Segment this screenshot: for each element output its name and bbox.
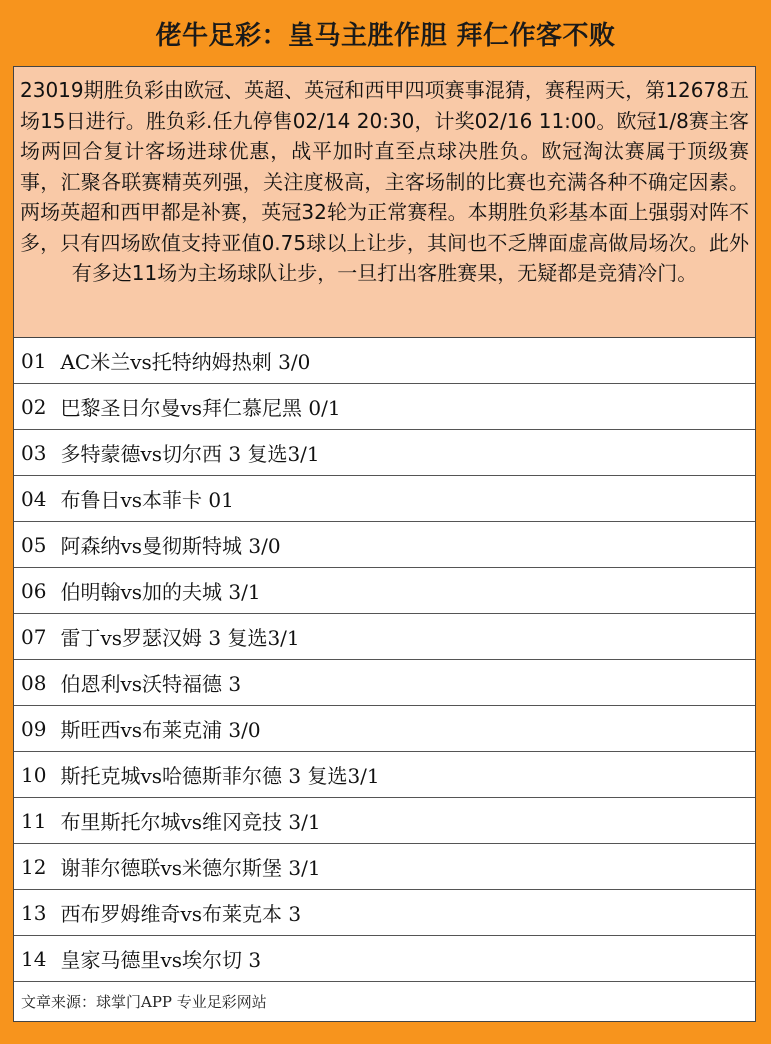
match-number: 07 [21,624,47,649]
match-list [13,338,756,1022]
intro-paragraph: 23019期胜负彩由欧冠、英超、英冠和西甲四项赛事混猜，赛程两天，第12678五场15日进行。胜负彩.任九停售02/14 20:30，计奖02/16 11:00。欧冠1/8赛主客场两回合复计客场进球优惠，战平加时直至点球决胜负。欧冠淘汰赛属于顶级赛事，汇聚各联赛精英列强，关注度极高，主客场制的比赛也充满各种不确定因素。两场英超和西甲都是补赛，英冠32轮为正常赛程。本期胜负彩基本面上强弱对阵不多，只有四场欧值支持亚值0.75球以上让步，其间也不乏牌面虚高做局场次。此外有多达11场为主场球队让步，一旦打出客胜赛果，无疑都是竞猜冷门。 [13,66,756,338]
match-row [14,752,755,798]
match-row [14,798,755,844]
match-text: 斯旺西vs布莱克浦 3/0 [60,718,261,742]
match-row [14,936,755,982]
match-number: 08 [21,670,47,695]
match-row [14,338,755,384]
match-text: 皇家马德里vs埃尔切 3 [60,948,262,972]
match-row [14,890,755,936]
match-row [14,844,755,890]
match-row [14,384,755,430]
match-number: 03 [21,440,47,465]
match-number: 09 [21,716,47,741]
match-number: 05 [21,532,47,557]
match-row [14,614,755,660]
match-row [14,430,755,476]
match-row [14,568,755,614]
match-text: 谢菲尔德联vs米德尔斯堡 3/1 [60,856,321,880]
match-text: 阿森纳vs曼彻斯特城 3/0 [60,534,281,558]
match-row [14,660,755,706]
match-text: 斯托克城vs哈德斯菲尔德 3 复选3/1 [60,764,380,788]
article-source: 文章来源：球掌门APP 专业足彩网站 [14,982,755,1022]
match-row [14,522,755,568]
match-text: 西布罗姆维奇vs布莱克本 3 [60,902,302,926]
page-title: 佬牛足彩：皇马主胜作胆 拜仁作客不败 [155,20,616,51]
match-number: 11 [21,808,47,833]
match-number: 13 [21,900,47,925]
match-number: 02 [21,394,47,419]
match-number: 04 [21,486,47,511]
match-number: 01 [21,348,47,373]
match-number: 12 [21,854,47,879]
match-text: 布里斯托尔城vs维冈竞技 3/1 [60,810,321,834]
match-number: 14 [21,946,47,971]
match-text: 多特蒙德vs切尔西 3 复选3/1 [60,442,320,466]
match-text: 伯恩利vs沃特福德 3 [60,672,242,696]
article-card [13,0,758,1044]
match-number: 10 [21,762,47,787]
match-row [14,706,755,752]
match-text: 巴黎圣日尔曼vs拜仁慕尼黑 0/1 [60,396,341,420]
match-row [14,476,755,522]
match-text: AC米兰vs托特纳姆热刺 3/0 [60,350,311,374]
match-number: 06 [21,578,47,603]
match-text: 雷丁vs罗瑟汉姆 3 复选3/1 [60,626,300,650]
match-text: 布鲁日vs本菲卡 01 [60,488,234,512]
match-text: 伯明翰vs加的夫城 3/1 [60,580,261,604]
